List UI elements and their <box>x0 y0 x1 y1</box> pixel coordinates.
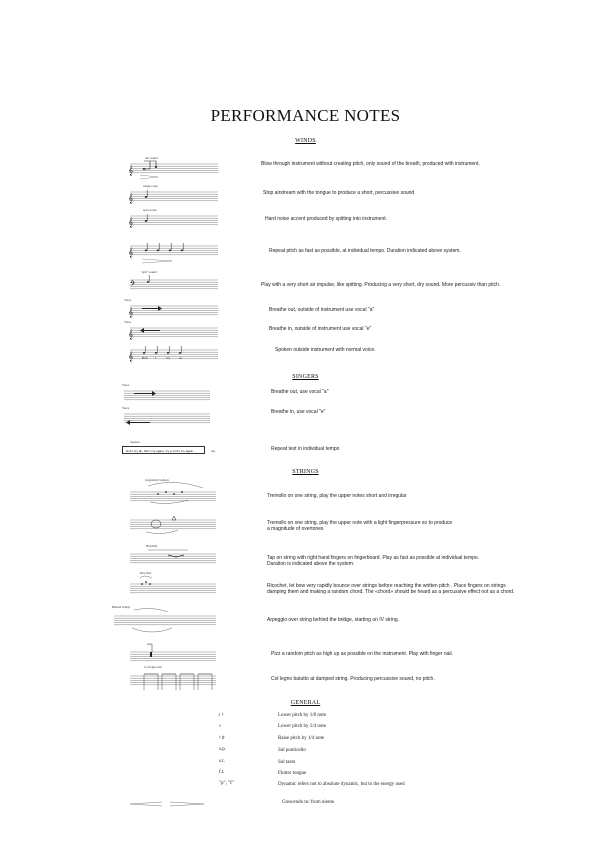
general-symbol-5: s.t. <box>219 759 225 764</box>
section-winds: WINDS <box>295 138 316 144</box>
winds-note-6: Breathe out, outside of instrument use vocal "a" <box>269 307 375 313</box>
label-repeat-box: Spoken <box>130 440 140 444</box>
strings-note-4b: damping them and making a random chord. The «chord» should be heard as a percussive effect not as a chord. <box>267 589 515 595</box>
svg-text:𝄞: 𝄞 <box>128 194 134 204</box>
svg-text:𝄞: 𝄞 <box>128 352 134 362</box>
singers-note-2: Breathe in, use vocal "e" <box>271 409 326 415</box>
score-example-col-legno <box>128 668 218 696</box>
section-strings: STRINGS <box>292 469 319 475</box>
section-general: GENERAL <box>290 700 321 706</box>
general-note-8: Crescendo to/ from niente <box>282 800 335 805</box>
repeat-text-box: Huh I cry ah, huh I cry again, cry a, huh I cry again ... <box>122 446 205 454</box>
score-example-tongue-stop <box>122 186 222 206</box>
general-symbol-2: ♭ <box>219 724 222 729</box>
general-symbol-4: s.p. <box>219 747 226 752</box>
label-tongue-stop: tongue stop <box>143 184 158 188</box>
general-note-2: Lower pitch by 1/4 note <box>278 724 327 729</box>
label-singers-voice-2: Voice <box>122 406 130 410</box>
general-note-4: Sul ponticello <box>278 748 306 753</box>
general-symbol-7: "p", "f" <box>219 781 234 786</box>
svg-text:𝄞: 𝄞 <box>128 308 134 318</box>
svg-text:𝄞: 𝄞 <box>128 248 134 258</box>
label-behind-bridge: Behind bridge <box>112 605 131 609</box>
score-example-air-sound <box>122 158 222 178</box>
crescendo-niente-hairpins <box>128 800 208 808</box>
strings-note-3a: Tap on string with right hand fingers on fingerboard. Play as fast as possible at individual tempo. <box>267 555 480 561</box>
score-example-pizz <box>128 644 218 666</box>
label-pizz: pizz. <box>147 642 154 646</box>
score-example-spoken <box>122 344 222 362</box>
label-tap: Hazardly <box>146 544 158 548</box>
score-example-singers-breathe-in <box>122 408 212 426</box>
label-voice-2: Voice <box>124 320 132 324</box>
score-example-tremolo <box>128 478 218 506</box>
score-example-singers-breathe-out <box>122 385 212 403</box>
general-note-6: Flutter tongue <box>278 771 307 776</box>
score-example-tremolo-overtones <box>128 512 218 536</box>
general-symbol-1: ♪ ♮ <box>218 713 224 718</box>
general-note-1: Lower pitch by 1/8 note <box>278 713 327 718</box>
winds-note-3: Hard noise accent produced by spitting into instrument. <box>265 216 388 222</box>
general-note-7: Dynamic refers not to absolute dynamic, but to the energy used <box>278 782 405 787</box>
label-voice-1: Voice <box>124 298 132 302</box>
svg-text:𝄞: 𝄞 <box>128 330 134 340</box>
score-example-repeat-pitch <box>122 240 222 264</box>
strings-note-3b: Duration is indicated above the system. <box>267 561 355 567</box>
score-example-breathe-in <box>122 322 222 340</box>
winds-note-8: Spoken outside instrument with normal voice. <box>275 347 376 353</box>
strings-note-4a: Ricochet, let bow very rapidly bounce over strings before reaching the written pitch . Place fingers on strings <box>267 583 506 589</box>
label-ricochet: Ricochet <box>140 571 152 575</box>
strings-note-1: Tremollo on one string, play the upper notes short and irregular <box>267 493 407 499</box>
strings-note-6: Pizz a random pitch as high up as possible on the instrument. Play with finger nail. <box>271 651 454 657</box>
winds-note-2: Stop airstream with the tongue to produce a short, percussive sound <box>263 190 415 196</box>
label-col-legno: Col legno batt <box>144 665 163 669</box>
section-singers: SINGERS <box>292 374 319 380</box>
label-air-sound: Air sound <box>145 156 158 160</box>
score-example-arpeggio-behind-bridge <box>112 604 218 640</box>
label-spit-accent: spit accent <box>143 208 157 212</box>
label-singers-voice-1: Voice <box>122 383 130 387</box>
label-spit-sound: "spit" sound <box>141 270 157 274</box>
spoken-word-2: I <box>155 356 157 360</box>
svg-text:𝄞: 𝄞 <box>128 166 134 176</box>
score-example-breathe-out <box>122 300 222 318</box>
svg-text:𝄞: 𝄞 <box>128 218 134 228</box>
spoken-word-3: cry <box>166 356 171 360</box>
svg-text:𝄢: 𝄢 <box>130 280 136 289</box>
score-example-spit-accent <box>122 210 222 230</box>
winds-note-5: Play with a very short air impulse, like spitting. Producing a very short, dry sound. More percussiv than pitch. <box>261 282 501 288</box>
winds-note-7: Breathe in, outside of instrument use vocal "e" <box>269 326 372 332</box>
label-repeat-tag: rep. <box>211 449 216 453</box>
strings-note-7: Col legno batutto at damped string. Producing percussive sound, no pitch. <box>271 676 435 682</box>
strings-note-2a: Tremollo on one string, play the upper note with a light fingerpressure so to produce <box>267 520 453 526</box>
winds-note-4: Repeat pitch as fast as possible, at individual tempo. Duration indicated above system. <box>269 248 461 254</box>
general-symbol-3: ♮ ♯ <box>219 736 225 741</box>
singers-note-3: Repeat text in individual tempo <box>271 446 340 452</box>
score-example-tap <box>128 546 218 568</box>
score-example-spit-sound <box>122 274 222 294</box>
general-note-5: Sul tasto <box>278 760 296 765</box>
strings-note-5: Arpeggio over string behind the bridge, starting on IV string. <box>267 617 400 623</box>
spoken-word-1: Huh <box>142 356 148 360</box>
spoken-word-4: no <box>179 356 183 360</box>
winds-note-1: Blow through instrument without creating pitch, only sound of the breath, produced with instrument. <box>261 161 480 167</box>
score-example-ricochet <box>128 572 218 598</box>
page-title: PERFORMANCE NOTES <box>210 106 401 125</box>
singers-note-1: Breathe out, use vocal "a" <box>271 389 329 395</box>
general-note-3: Raise pitch by 1/4 note <box>278 736 325 741</box>
label-tremolo: irregularly tremolo <box>145 478 170 482</box>
strings-note-2b: a magnitude of overtones <box>267 526 324 532</box>
general-symbol-6: f.t. <box>219 770 225 775</box>
